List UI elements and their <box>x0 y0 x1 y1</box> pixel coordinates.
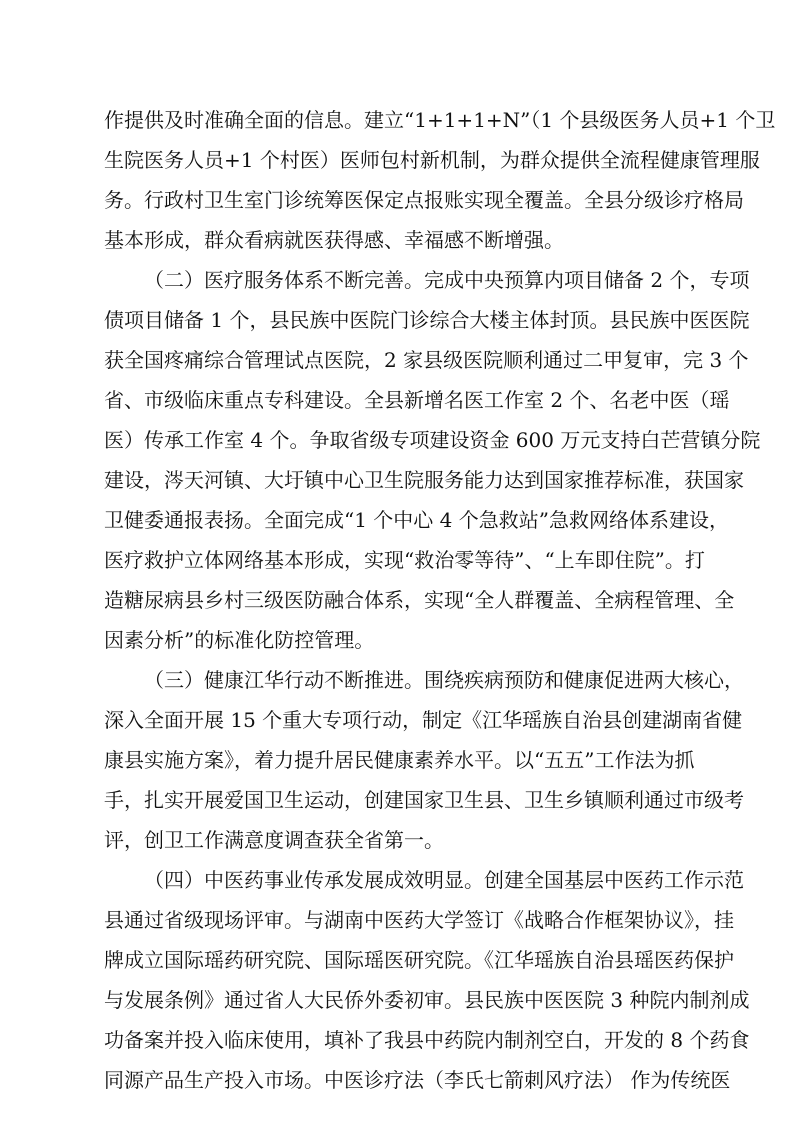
text-line: 作提供及时准确全面的信息。建立“1+1+1+N”（1 个县级医务人员+1 个卫 <box>104 108 776 132</box>
text-line: 同源产品生产投入市场。中医诊疗法（李氏七箭刺风疗法） 作为传统医 <box>104 1068 731 1092</box>
text-line: 与发展条例》通过省人大民侨外委初审。县民族中医医院 3 种院内制剂成 <box>104 988 750 1012</box>
text-line: 深入全面开展 15 个重大专项行动，制定《江华瑶族自治县创建湖南省健 <box>104 708 743 732</box>
text-line: 获全国疼痛综合管理试点医院，2 家县级医院顺利通过二甲复审，完 3 个 <box>104 348 749 372</box>
text-line: 康县实施方案》，着力提升居民健康素养水平。以“五五”工作法为抓 <box>104 748 695 772</box>
text-line: 手，扎实开展爱国卫生运动，创建国家卫生县、卫生乡镇顺利通过市级考 <box>104 788 744 812</box>
paragraph-heading-line: （二）医疗服务体系不断完善。完成中央预算内项目储备 2 个，专项 <box>144 268 750 292</box>
text-line: 生院医务人员+1 个村医）医师包村新机制，为群众提供全流程健康管理服 <box>104 148 760 172</box>
text-line: 医）传承工作室 4 个。争取省级专项建设资金 600 万元支持白芒营镇分院 <box>104 428 761 452</box>
paragraph-heading-line: （三）健康江华行动不断推进。围绕疾病预防和健康促进两大核心， <box>144 668 744 692</box>
text-line: 牌成立国际瑶药研究院、国际瑶医研究院。《江华瑶族自治县瑶医药保护 <box>104 948 734 972</box>
text-line: 医疗救护立体网络基本形成，实现“救治零等待”、“上车即住院”。打 <box>104 548 705 572</box>
text-line: 功备案并投入临床使用，填补了我县中药院内制剂空白，开发的 8 个药食 <box>104 1028 750 1052</box>
text-line: 省、市级临床重点专科建设。全县新增名医工作室 2 个、名老中医（瑶 <box>104 388 730 412</box>
text-line: 因素分析”的标准化防控管理。 <box>104 628 375 652</box>
text-line: 债项目储备 1 个，县民族中医院门诊综合大楼主体封顶。县民族中医医院 <box>104 308 750 332</box>
text-line: 评，创卫工作满意度调查获全省第一。 <box>104 828 444 852</box>
paragraph-heading-line: （四）中医药事业传承发展成效明显。创建全国基层中医药工作示范 <box>144 868 744 892</box>
text-line: 建设，涔天河镇、大圩镇中心卫生院服务能力达到国家推荐标准，获国家 <box>104 468 744 492</box>
text-line: 卫健委通报表扬。全面完成“1 个中心 4 个急救站”急救网络体系建设， <box>104 508 729 532</box>
text-line: 县通过省级现场评审。与湖南中医药大学签订《战略合作框架协议》，挂 <box>104 908 734 932</box>
text-line: 务。行政村卫生室门诊统筹医保定点报账实现全覆盖。全县分级诊疗格局 <box>104 188 744 212</box>
text-line: 基本形成，群众看病就医获得感、幸福感不断增强。 <box>104 228 564 252</box>
text-line: 造糖尿病县乡村三级医防融合体系，实现“全人群覆盖、全病程管理、全 <box>104 588 735 612</box>
